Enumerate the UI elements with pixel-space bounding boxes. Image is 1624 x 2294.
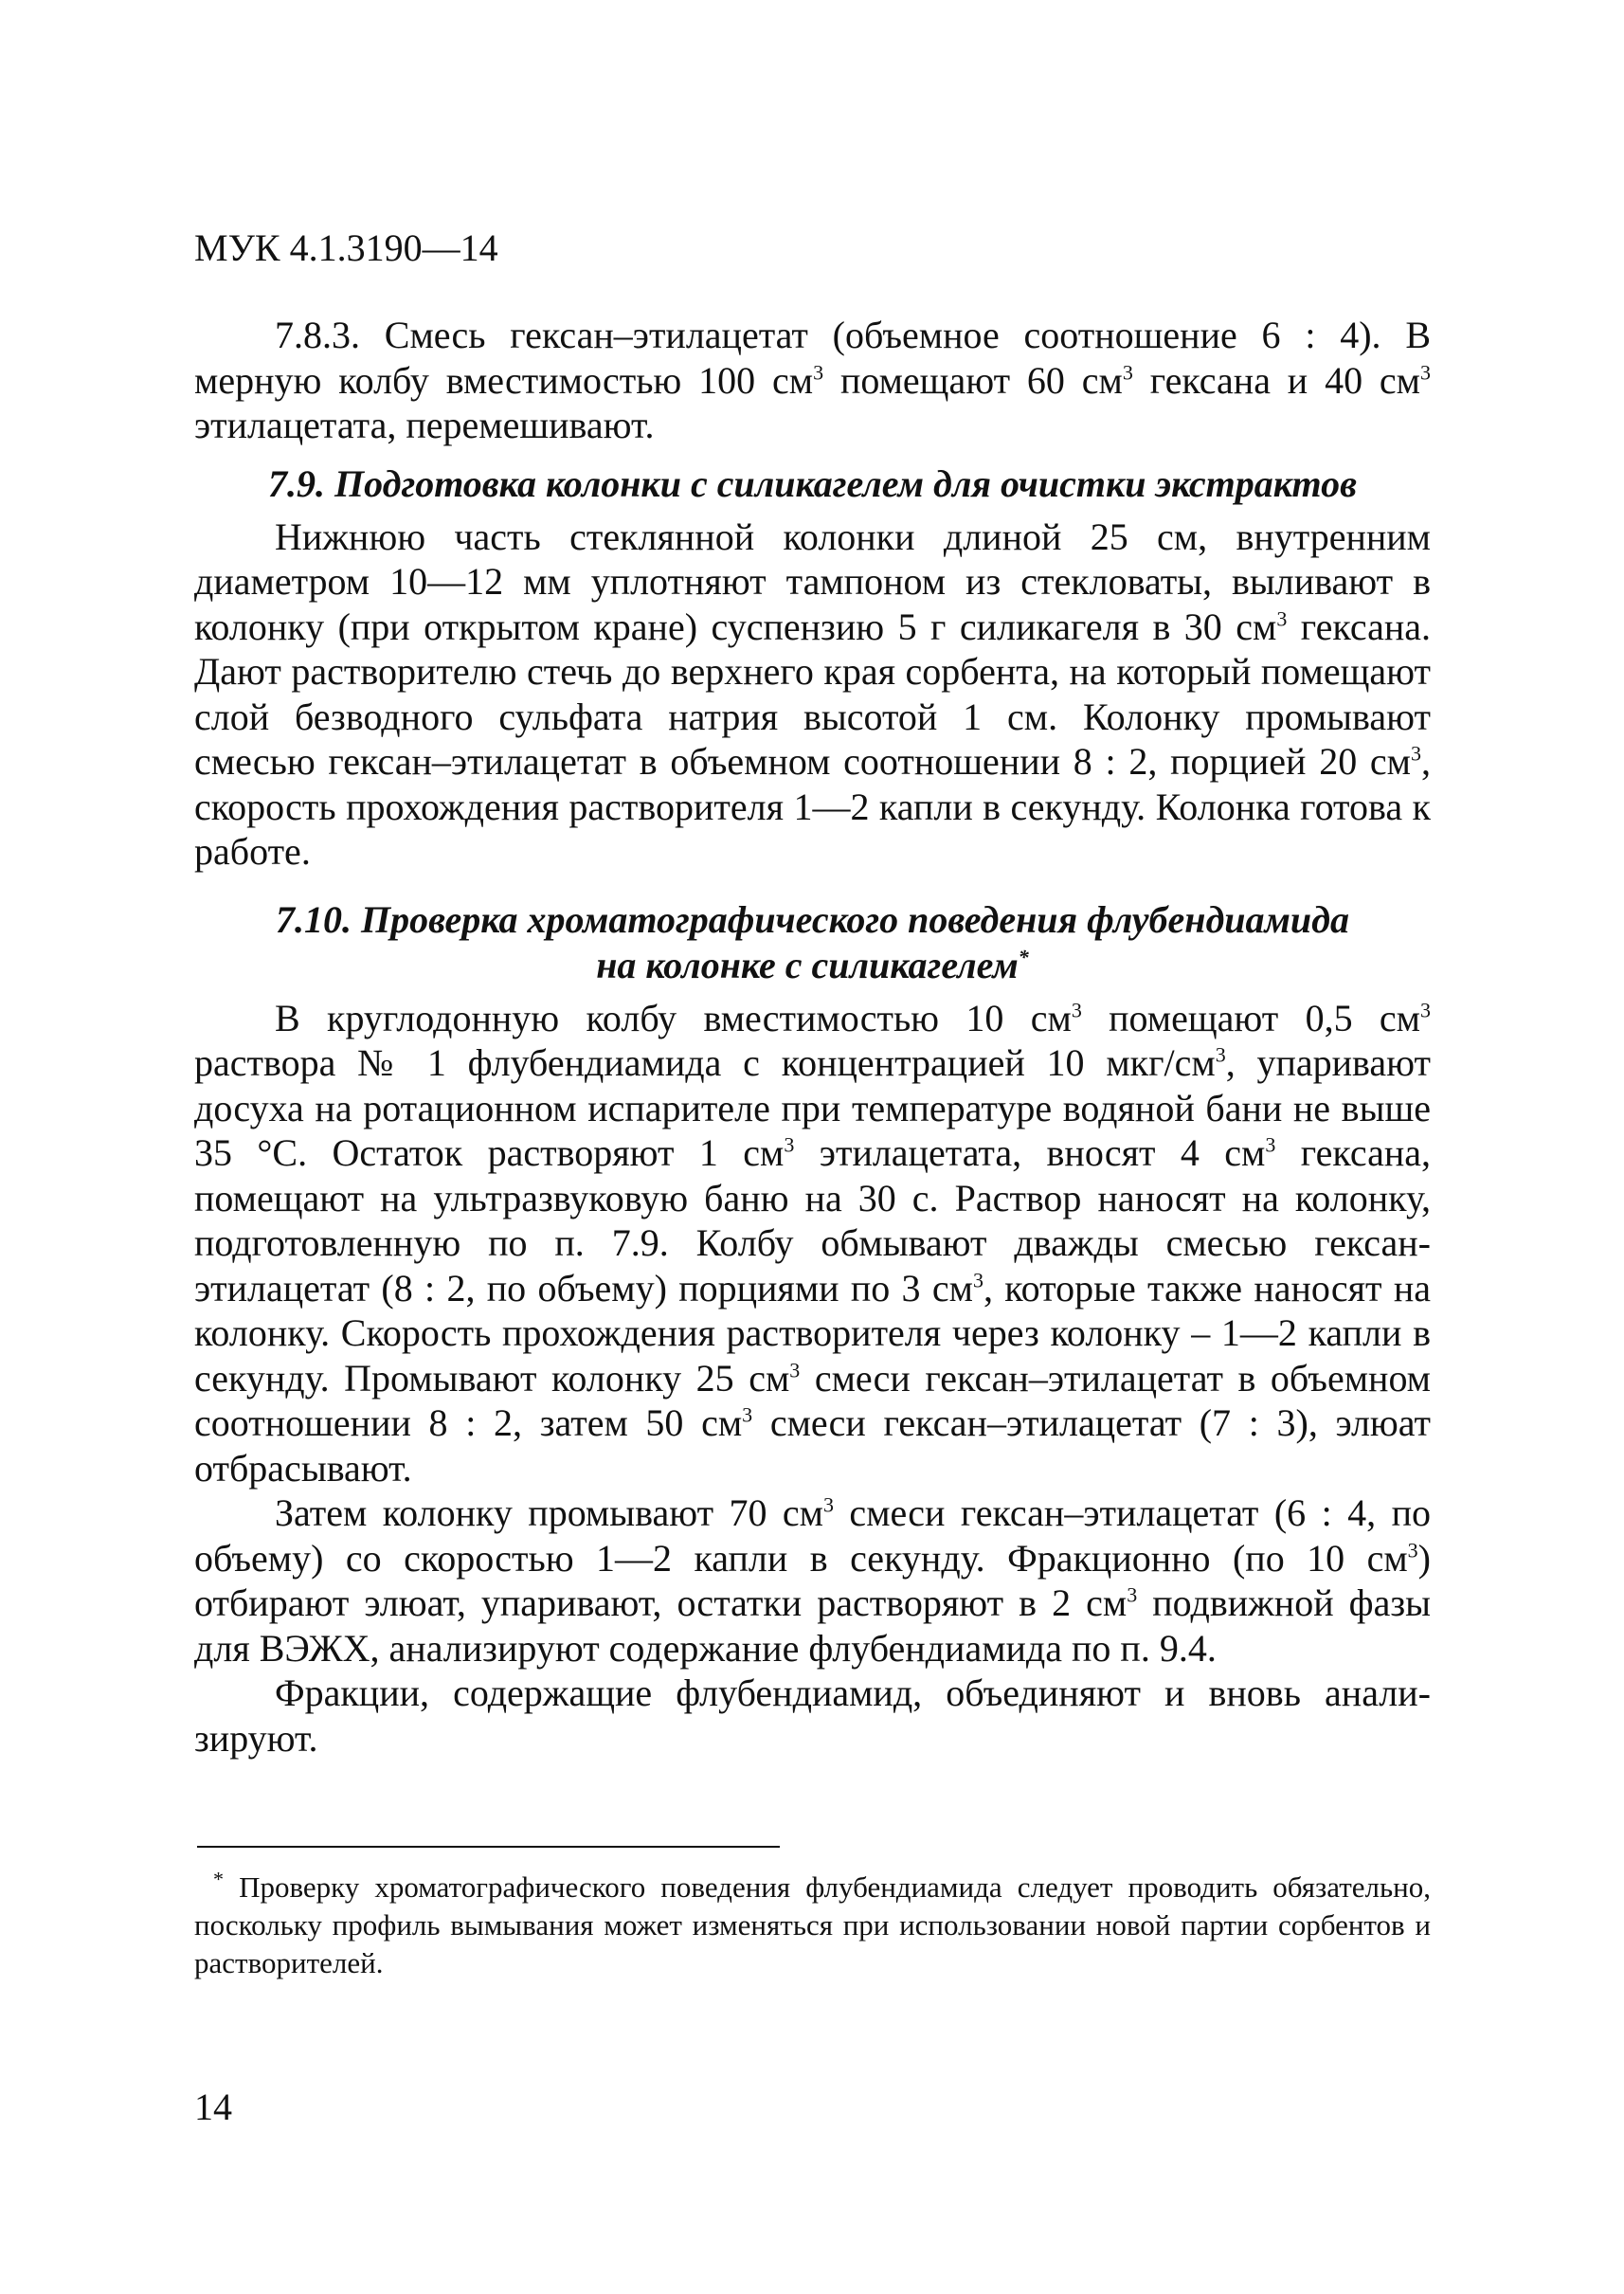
heading-line-2	[194, 943, 1431, 988]
superscript: 3	[972, 1268, 983, 1292]
text-run: 7.8.3. Смесь гексан–этилацетат (объемное соотношение 6 : 4). В мерную колбу вместимостью 100 см	[194, 314, 1431, 402]
text-run: смеси гексан–этилацетат в объемном соотношении 8 : 2, затем 50 см	[194, 1356, 1431, 1444]
superscript: 3	[1265, 1132, 1276, 1157]
paragraph-7-8-3	[194, 313, 1431, 448]
superscript: 3	[784, 1132, 795, 1157]
text-run: смеси гексан–этилацетат (7 : 3), элюат отбрасывают.	[194, 1401, 1431, 1490]
footnote	[194, 1869, 1431, 1982]
text-run: помещают 60 см	[823, 358, 1123, 402]
superscript: 3	[1122, 360, 1133, 385]
footnote-marker: *	[213, 1867, 224, 1891]
text-run: гексана. Дают растворителю стечь до верхнего края сорбента, на который помещают слой безводного сульфата натрия высотой 1 см. Колонку промывают смесью гексан–этилацетат в объемном соотношении 8 : 2, порцией 20 см	[194, 605, 1431, 783]
superscript: 3	[789, 1358, 801, 1382]
superscript: 3	[742, 1402, 753, 1427]
superscript: 3	[1411, 741, 1421, 766]
page-number: 14	[194, 2086, 232, 2128]
text-run: , которые также наносят на колонку. Скорость прохождения растворителя через колонку – 1—2 капли в секунду. Промывают колонку 25 см	[194, 1266, 1431, 1400]
section-heading-7-10	[194, 897, 1431, 988]
superscript: 3	[1407, 1538, 1418, 1562]
text-run: этилацетата, перемешивают.	[194, 404, 655, 446]
text-run: смеси гексан–этилацетат (6 : 4, по объему) со скоростью 1—2 капли в секунду. Фракционно (по 10 см	[194, 1491, 1431, 1580]
text-run: В круглодонную колбу вместимостью 10 см	[275, 996, 1072, 1039]
superscript: 3	[813, 360, 824, 385]
text-run: этилацетата, вносят 4 см	[794, 1131, 1266, 1174]
superscript: 3	[823, 1492, 834, 1517]
text-run: Нижнюю часть стеклянной колонки длиной 25 см, внутренним диаметром 10—12 мм уплотняют тампоном из стекловаты, выливают в колонку (при открытом кране) суспензию 5 г силикагеля в 30 см	[194, 515, 1431, 648]
paragraph-7-9	[194, 515, 1431, 875]
superscript: 3	[1276, 606, 1288, 631]
text-run: подвижной фазы для ВЭЖХ, анализируют содержание флубендиамида по п. 9.4.	[194, 1581, 1431, 1670]
text-run: помещают 0,5 см	[1081, 996, 1420, 1039]
footnote-text: Проверку хроматографического поведения флубендиамида следует проводить обязательно, поскольку профиль вымывания может изменяться при использовании новой партии сорбентов и растворителей.	[194, 1870, 1431, 1979]
text-run: ) отбирают элюат, упаривают, остатки растворяют в 2 см	[194, 1536, 1431, 1624]
document-code-header: МУК 4.1.3190—14	[194, 226, 498, 269]
text-run: Затем колонку промывают 70 см	[275, 1491, 823, 1534]
paragraph-7-10-1	[194, 996, 1431, 1491]
footnote-separator	[197, 1846, 780, 1848]
text-run: , скорость прохождения растворителя 1—2 капли в секунду. Колонка готова к работе.	[194, 740, 1431, 873]
superscript: 3	[1215, 1042, 1226, 1067]
text-run: раствора № 1 флубендиамида с концентрацией 10 мкг/см	[194, 1041, 1216, 1084]
paragraph-7-10-3: Фракции, содержащие флубендиамид, объединяют и вновь анализируют.	[194, 1671, 1431, 1760]
footnote-marker: *	[1018, 945, 1029, 969]
paragraph-7-10-2	[194, 1490, 1431, 1671]
heading-line-1: 7.10. Проверка хроматографического поведения флубендиамида	[275, 897, 1350, 941]
heading-text: на колонке с силикагелем	[596, 943, 1019, 986]
section-heading-7-9: 7.9. Подготовка колонки с силикагелем для очистки экстрактов	[268, 461, 1357, 505]
superscript: 3	[1127, 1582, 1138, 1607]
document-body	[194, 313, 1431, 1761]
superscript: 3	[1420, 360, 1431, 385]
text-run: , упаривают досуха на ротационном испарителе при температуре водяной бани не выше 35 °С. Остаток растворяют 1 см	[194, 1041, 1431, 1174]
superscript: 3	[1420, 998, 1431, 1022]
text-run: гексана, помещают на ультразвуковую баню на 30 с. Раствор наносят на колонку, подготовленную по п. 7.9. Колбу обмывают дважды смесью гексан-этилацетат (8 : 2, по объему) порциями по 3 см	[194, 1131, 1431, 1310]
text-run: гексана и 40 см	[1132, 358, 1420, 402]
superscript: 3	[1071, 998, 1082, 1022]
